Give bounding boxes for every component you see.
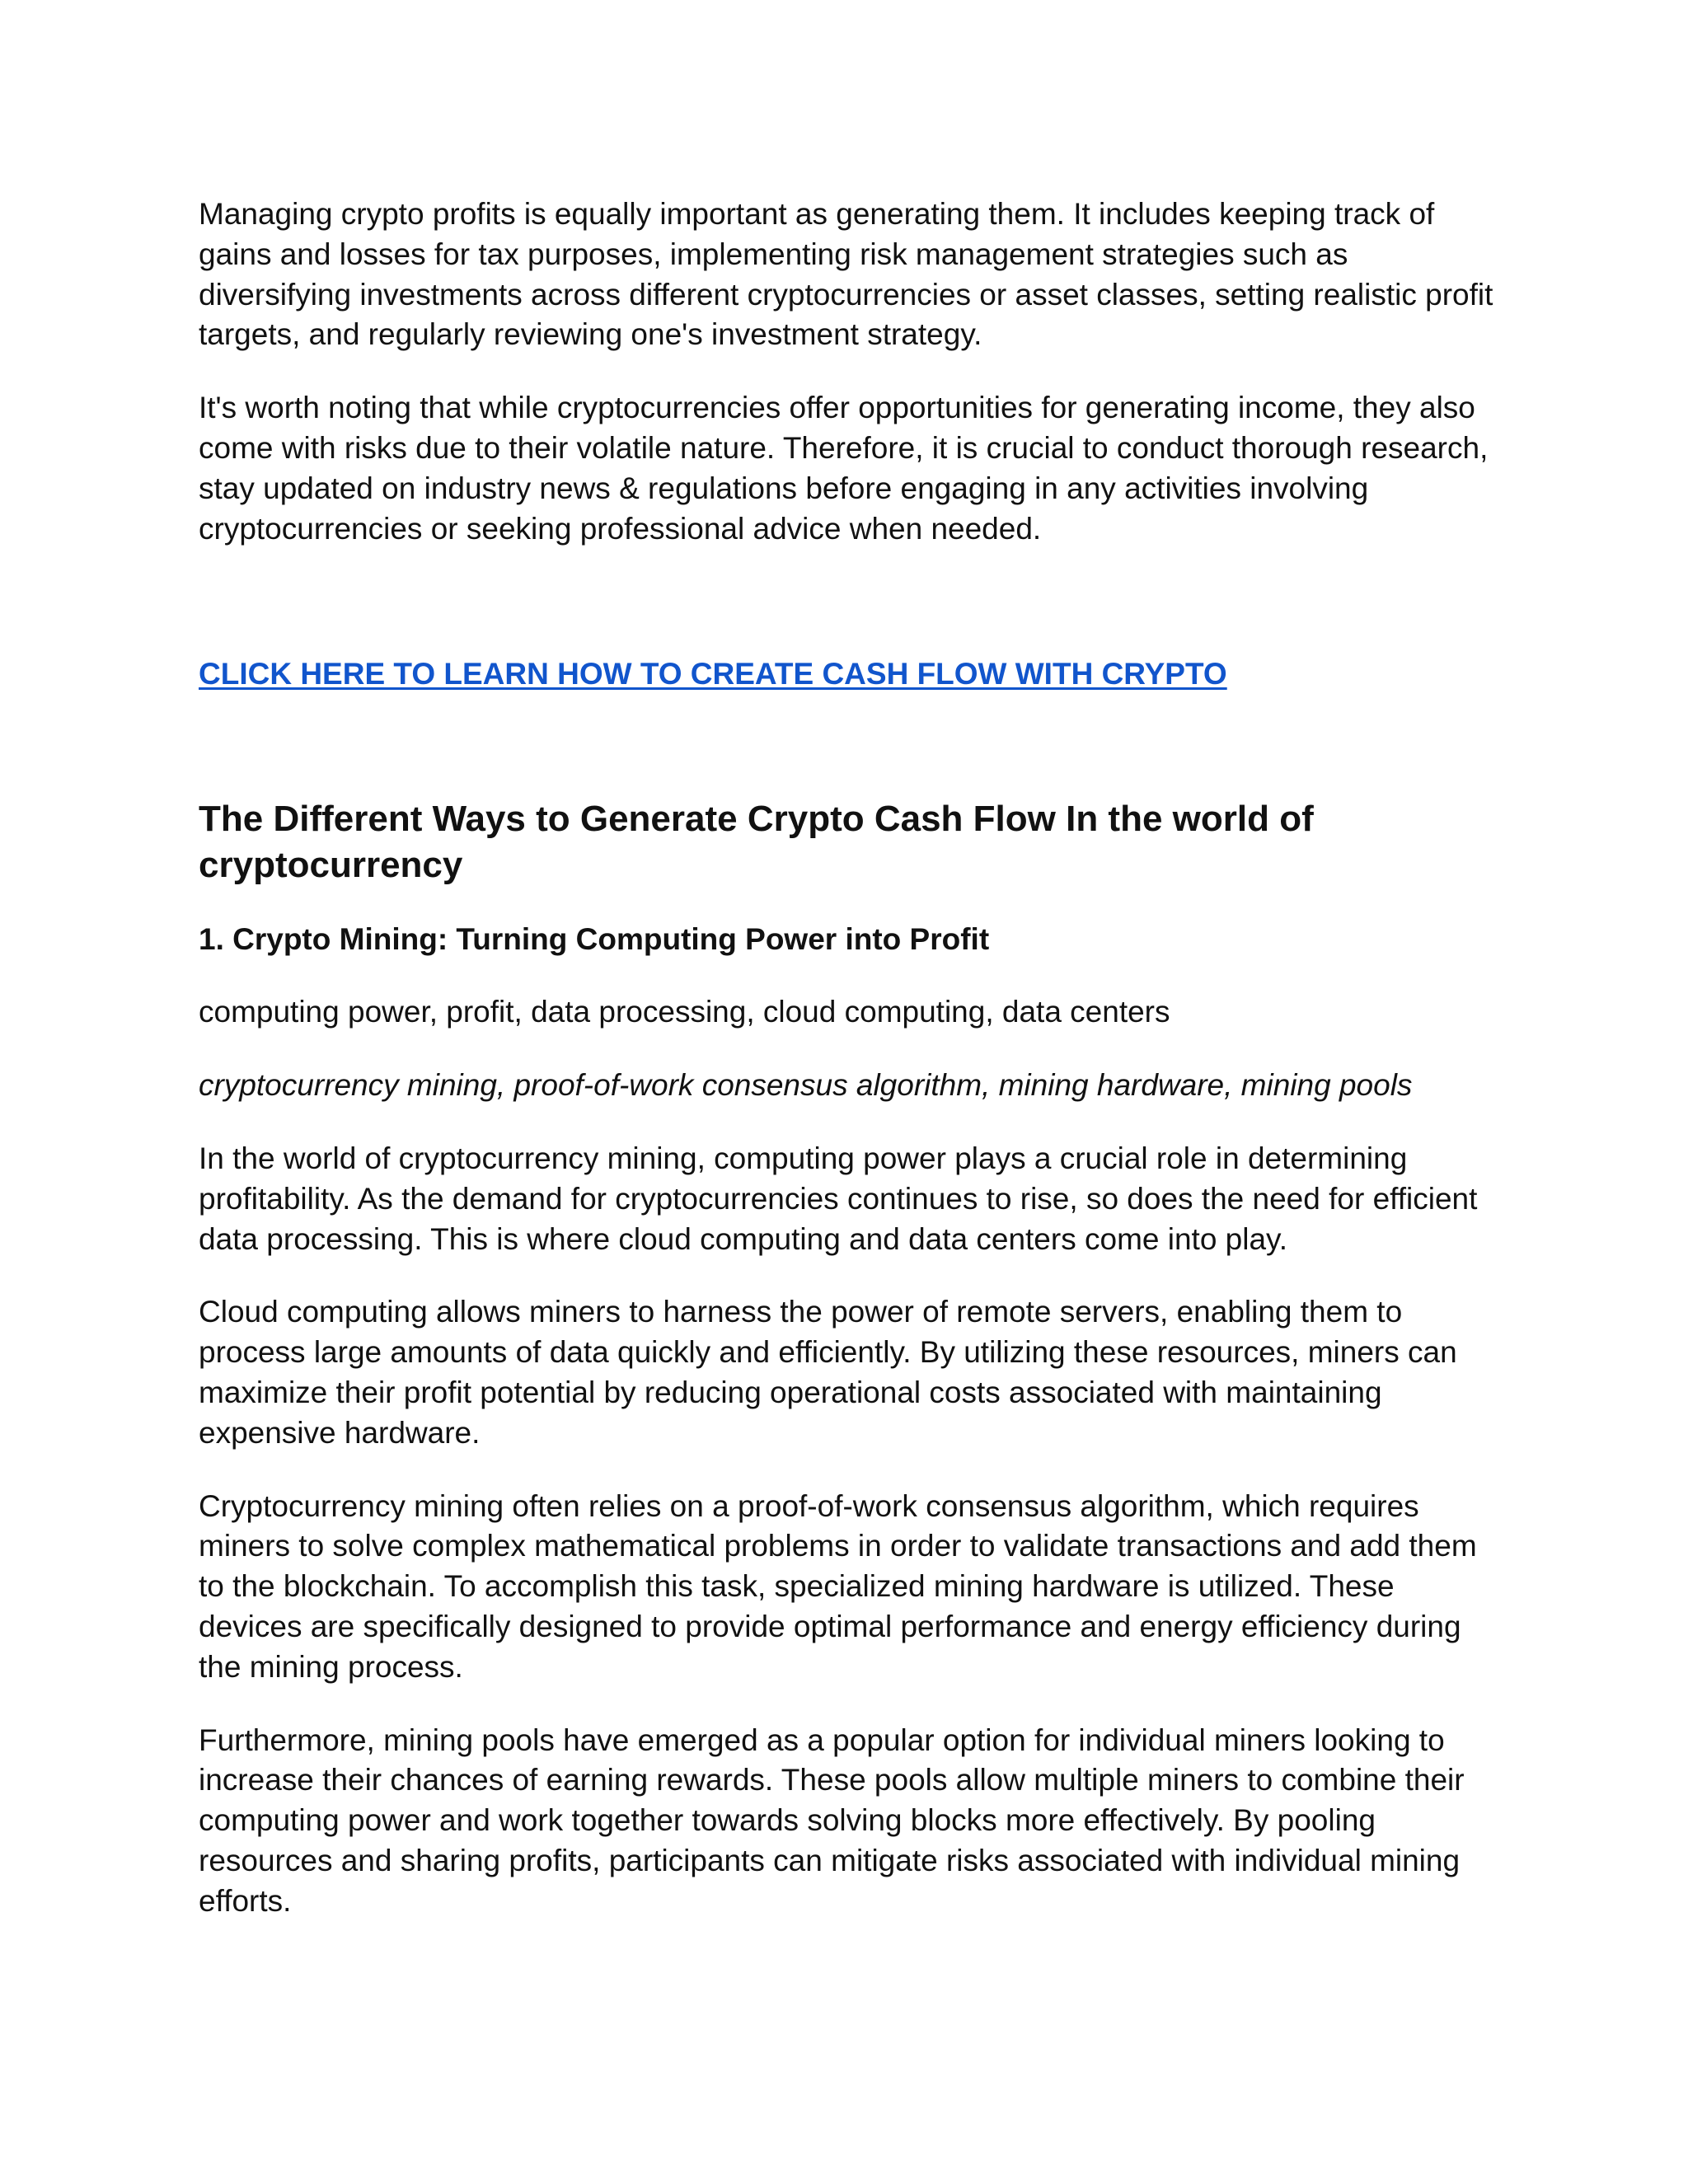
subsection-heading: 1. Crypto Mining: Turning Computing Power into Profit <box>199 922 990 957</box>
spacer <box>199 582 1501 654</box>
body-paragraph-4: Furthermore, mining pools have emerged as a popular option for individual miners looking to increase their chances of earning rewards. These pools allow multiple miners to combine their computing power and work together towards solving blocks more effectively. By pooling resources and sharing profits, participants can mitigate risks associated with individual mining efforts. <box>199 1722 1465 1918</box>
intro-paragraph-2: It's worth noting that while cryptocurrencies offer opportunities for generating income, they also come with risks due to their volatile nature. Therefore, it is crucial to conduct thorough research, stay updated on industry news & regulations before engaging in any activities involving cryptocurrencies or seeking professional advice when needed. <box>199 391 1489 546</box>
cash-flow-cta-link[interactable]: CLICK HERE TO LEARN HOW TO CREATE CASH FLOW WITH CRYPTO <box>199 657 1227 691</box>
keywords-line: computing power, profit, data processing, cloud computing, data centers <box>199 995 1170 1029</box>
body-paragraph-3: Cryptocurrency mining often relies on a proof-of-work consensus algorithm, which requires miners to solve complex mathematical problems in order to validate transactions and add them to the blockchain. To accomplish this task, specialized mining hardware is utilized. These devices are specifically designed to provide optimal performance and energy efficiency during the mining process. <box>199 1488 1477 1684</box>
keywords-italic-line: cryptocurrency mining, proof-of-work consensus algorithm, mining hardware, mining pools <box>199 1068 1413 1103</box>
intro-paragraph-1: Managing crypto profits is equally important as generating them. It includes keeping track of gains and losses for tax purposes, implementing risk management strategies such as diversifying investments across different cryptocurrencies or asset classes, setting realistic profit targets, and regularly reviewing one's investment strategy. <box>199 197 1493 352</box>
body-paragraph-2: Cloud computing allows miners to harness the power of remote servers, enabling them to process large amounts of data quickly and efficiently. By utilizing these resources, miners can maximize their profit potential by reducing operational costs associated with maintaining expensive hardware. <box>199 1295 1457 1450</box>
document-body <box>199 194 1501 1955</box>
spacer <box>199 694 1501 796</box>
body-paragraph-1: In the world of cryptocurrency mining, computing power plays a crucial role in determining profitability. As the demand for cryptocurrencies continues to rise, so does the need for efficient data processing. This is where cloud computing and data centers come into play. <box>199 1141 1478 1256</box>
section-heading: The Different Ways to Generate Crypto Cash Flow In the world of cryptocurrency <box>199 799 1314 886</box>
